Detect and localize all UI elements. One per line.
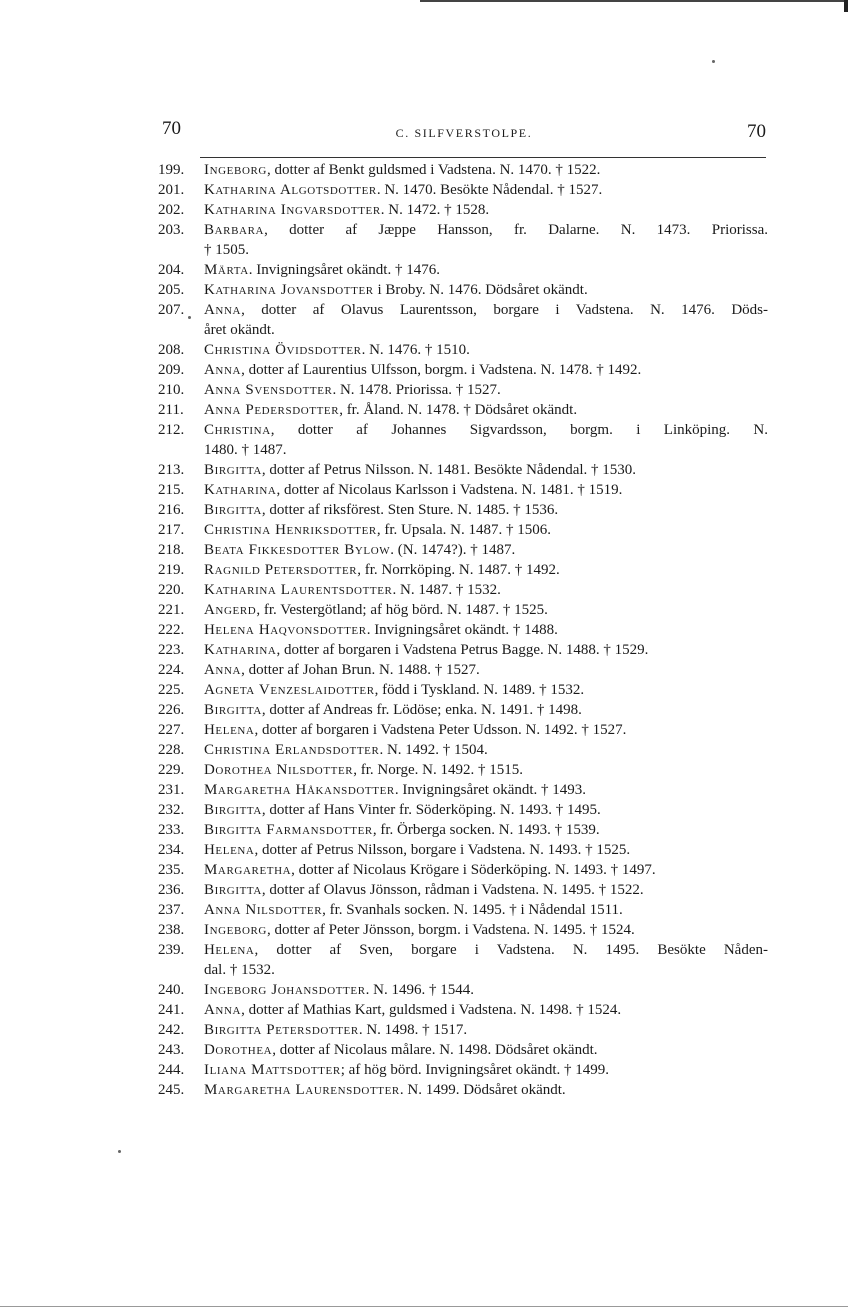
entry-number: 233.	[158, 822, 185, 838]
entry-text: , dotter af Petrus Nilsson, borgare i Vadstena. N. 1493. † 1525.	[254, 842, 631, 858]
entry-body	[204, 740, 768, 760]
entry-name: Märta	[204, 262, 249, 278]
entry-line	[204, 280, 768, 300]
entry-name: Katharina Jovansdotter	[204, 282, 374, 298]
entry-item	[158, 500, 768, 520]
entry-text: . (N. 1474?). † 1487.	[390, 542, 516, 558]
entry-body	[204, 220, 768, 260]
entry-text: , dotter af Sven, borgare i Vadstena. N. 1495. Besökte Nåden-	[254, 942, 768, 958]
entry-text: , fr. Upsala. N. 1487. † 1506.	[376, 522, 551, 538]
entry-line	[204, 660, 768, 680]
entry-item	[158, 660, 768, 680]
entry-item	[158, 720, 768, 740]
entry-item	[158, 780, 768, 800]
entry-number: 227.	[158, 722, 185, 738]
entry-text: , dotter af Jæppe Hansson, fr. Dalarne. N. 1473. Priorissa.	[264, 222, 768, 238]
entry-name: Katharina Algotsdotter	[204, 182, 377, 198]
entry-line	[204, 1080, 768, 1100]
entry-name: Birgitta	[204, 702, 262, 718]
entry-text: . N. 1472. † 1528.	[380, 202, 490, 218]
entry-name: Katharina	[204, 482, 277, 498]
entry-number: 237.	[158, 902, 185, 918]
header-rule	[200, 157, 766, 158]
entry-body	[204, 200, 768, 220]
entry-line	[204, 880, 768, 900]
entry-text: ; af hög börd. Invigningsåret okändt. † 1499.	[340, 1062, 610, 1078]
entry-body	[204, 940, 768, 980]
entry-body	[204, 680, 768, 700]
entry-name: Anna	[204, 662, 242, 678]
entry-body	[204, 1080, 768, 1100]
entry-body	[204, 640, 768, 660]
entry-item	[158, 760, 768, 780]
entry-body	[204, 1060, 768, 1080]
entry-item	[158, 620, 768, 640]
entry-list	[158, 160, 768, 1100]
entry-line	[204, 980, 768, 1000]
entry-number: 239.	[158, 942, 185, 958]
entry-text: , dotter af borgaren i Vadstena Peter Udsson. N. 1492. † 1527.	[254, 722, 627, 738]
entry-number: 216.	[158, 502, 185, 518]
entry-line	[204, 1060, 768, 1080]
paper-speck	[188, 316, 191, 319]
entry-line	[204, 540, 768, 560]
entry-item	[158, 800, 768, 820]
entry-item	[158, 1020, 768, 1040]
entry-body	[204, 460, 768, 480]
entry-body	[204, 380, 768, 400]
entry-text: , dotter af Peter Jönsson, borgm. i Vadstena. N. 1495. † 1524.	[266, 922, 635, 938]
entry-name: Christina Erlandsdotter	[204, 742, 380, 758]
entry-text: , fr. Svanhals socken. N. 1495. † i Nådendal 1511.	[322, 902, 623, 918]
running-title: C. SILFVERSTOLPE.	[395, 126, 533, 140]
entry-item	[158, 400, 768, 420]
entry-number: 211.	[158, 402, 184, 418]
entry-body	[204, 480, 768, 500]
entry-number: 236.	[158, 882, 185, 898]
entry-text: , fr. Vestergötland; af hög börd. N. 1487. † 1525.	[256, 602, 548, 618]
entry-number: 244.	[158, 1062, 185, 1078]
page-number-right: 70	[747, 121, 766, 142]
entry-line	[204, 520, 768, 540]
entry-item	[158, 860, 768, 880]
entry-number: 220.	[158, 582, 185, 598]
entry-line	[204, 160, 768, 180]
entry-line	[204, 860, 768, 880]
right-edge-mark	[844, 0, 848, 12]
entry-text: . N. 1487. † 1532.	[392, 582, 501, 598]
entry-name: Birgitta	[204, 502, 262, 518]
entry-item	[158, 1060, 768, 1080]
entry-text: 1480. † 1487.	[204, 442, 287, 458]
entry-body	[204, 760, 768, 780]
entry-text: . N. 1496. † 1544.	[365, 982, 474, 998]
entry-text: , fr. Åland. N. 1478. † Dödsåret okändt.	[339, 402, 578, 418]
entry-body	[204, 900, 768, 920]
entry-body	[204, 800, 768, 820]
entry-body	[204, 860, 768, 880]
entry-number: 229.	[158, 762, 185, 778]
entry-item	[158, 820, 768, 840]
entry-item	[158, 340, 768, 360]
entry-item	[158, 460, 768, 480]
entry-item	[158, 880, 768, 900]
entry-item	[158, 520, 768, 540]
entry-number: 241.	[158, 1002, 185, 1018]
entry-text: dal. † 1532.	[204, 962, 275, 978]
entry-text: , dotter af Johannes Sigvardsson, borgm. i Linköping. N.	[270, 422, 768, 438]
entry-number: 235.	[158, 862, 185, 878]
entry-item	[158, 380, 768, 400]
entry-text: . N. 1498. † 1517.	[358, 1022, 468, 1038]
entry-name: Margaretha	[204, 862, 292, 878]
entry-number: 242.	[158, 1022, 185, 1038]
entry-body	[204, 1040, 768, 1060]
entry-text: , dotter af Andreas fr. Lödöse; enka. N. 1491. † 1498.	[261, 702, 582, 718]
entry-item	[158, 840, 768, 860]
entry-name: Margaretha Laurensdotter	[204, 1082, 400, 1098]
entry-number: 245.	[158, 1082, 185, 1098]
entry-line	[204, 700, 768, 720]
entry-name: Angerd	[204, 602, 257, 618]
entry-item	[158, 1080, 768, 1100]
entry-number: 213.	[158, 462, 185, 478]
entry-body	[204, 260, 768, 280]
entry-line	[204, 200, 768, 220]
entry-name: Ingeborg	[204, 922, 267, 938]
entry-line	[204, 360, 768, 380]
entry-line	[204, 420, 768, 440]
entry-text: , fr. Norge. N. 1492. † 1515.	[353, 762, 523, 778]
entry-text: † 1505.	[204, 242, 249, 258]
entry-body	[204, 580, 768, 600]
entry-item	[158, 1040, 768, 1060]
entry-body	[204, 340, 768, 360]
entry-name: Iliana Mattsdotter	[204, 1062, 341, 1078]
entry-item	[158, 180, 768, 200]
entry-item	[158, 1000, 768, 1020]
entry-item	[158, 540, 768, 560]
entry-line	[204, 380, 768, 400]
entry-name: Birgitta	[204, 802, 262, 818]
entry-name: Birgitta	[204, 462, 262, 478]
entry-line	[204, 620, 768, 640]
entry-body	[204, 600, 768, 620]
entry-name: Anna Svensdotter	[204, 382, 333, 398]
entry-item	[158, 360, 768, 380]
entry-body	[204, 620, 768, 640]
entry-text: i Broby. N. 1476. Dödsåret okändt.	[373, 282, 588, 298]
entry-text: , dotter af Mathias Kart, guldsmed i Vadstena. N. 1498. † 1524.	[241, 1002, 622, 1018]
entry-body	[204, 1000, 768, 1020]
entry-number: 243.	[158, 1042, 185, 1058]
paper-speck	[712, 60, 715, 63]
entry-body	[204, 500, 768, 520]
entry-text: . N. 1478. Priorissa. † 1527.	[332, 382, 501, 398]
entry-number: 203.	[158, 222, 185, 238]
entry-line	[204, 820, 768, 840]
entry-number: 212.	[158, 422, 185, 438]
entry-name: Beata Fikkesdotter Bylow	[204, 542, 391, 558]
entry-name: Dorothea	[204, 1042, 273, 1058]
entry-number: 224.	[158, 662, 185, 678]
entry-item	[158, 940, 768, 980]
entry-item	[158, 420, 768, 460]
entry-item	[158, 740, 768, 760]
entry-body	[204, 300, 768, 340]
entry-line	[204, 680, 768, 700]
entry-text: , dotter af Hans Vinter fr. Söderköping. N. 1493. † 1495.	[261, 802, 601, 818]
entry-number: 225.	[158, 682, 185, 698]
entry-name: Helena Haqvonsdotter	[204, 622, 367, 638]
entry-body	[204, 660, 768, 680]
entry-line	[204, 920, 768, 940]
entry-item	[158, 480, 768, 500]
entry-body	[204, 980, 768, 1000]
entry-item	[158, 700, 768, 720]
entry-line	[204, 440, 768, 460]
entry-line	[204, 1000, 768, 1020]
entry-body	[204, 280, 768, 300]
entry-line	[204, 1040, 768, 1060]
entry-number: 223.	[158, 642, 185, 658]
entry-line	[204, 460, 768, 480]
entry-text: , dotter af Nicolaus målare. N. 1498. Dödsåret okändt.	[272, 1042, 598, 1058]
entry-name: Birgitta Petersdotter	[204, 1022, 359, 1038]
entry-body	[204, 700, 768, 720]
entry-line	[204, 340, 768, 360]
entry-number: 215.	[158, 482, 185, 498]
entry-name: Birgitta Farmansdotter	[204, 822, 373, 838]
entry-name: Katharina Laurentsdotter	[204, 582, 393, 598]
entry-number: 228.	[158, 742, 185, 758]
entry-line	[204, 960, 768, 980]
entry-number: 234.	[158, 842, 185, 858]
entry-name: Helena	[204, 722, 255, 738]
entry-number: 209.	[158, 362, 185, 378]
entry-name: Ragnild Petersdotter	[204, 562, 358, 578]
entry-number: 210.	[158, 382, 185, 398]
entry-line	[204, 480, 768, 500]
entry-text: , dotter af Olavus Jönsson, rådman i Vadstena. N. 1495. † 1522.	[261, 882, 644, 898]
entry-number: 202.	[158, 202, 185, 218]
entry-line	[204, 800, 768, 820]
entry-text: . N. 1492. † 1504.	[379, 742, 488, 758]
entry-name: Dorothea Nilsdotter	[204, 762, 354, 778]
entry-body	[204, 820, 768, 840]
entry-line	[204, 940, 768, 960]
entry-name: Helena	[204, 942, 255, 958]
entry-name: Christina Henriksdotter	[204, 522, 377, 538]
top-edge-line	[420, 0, 848, 2]
entry-body	[204, 1020, 768, 1040]
entry-body	[204, 360, 768, 380]
entry-text: . Invigningsåret okändt. † 1476.	[248, 262, 440, 278]
entry-text: , född i Tyskland. N. 1489. † 1532.	[374, 682, 585, 698]
entry-body	[204, 520, 768, 540]
entry-number: 240.	[158, 982, 185, 998]
entry-name: Ingeborg	[204, 162, 267, 178]
page-number-left: 70	[162, 118, 181, 139]
entry-line	[204, 560, 768, 580]
entry-text: , dotter af Benkt guldsmed i Vadstena. N. 1470. † 1522.	[266, 162, 601, 178]
paper-speck	[118, 1150, 121, 1153]
entry-text: , dotter af Laurentius Ulfsson, borgm. i Vadstena. N. 1478. † 1492.	[241, 362, 642, 378]
entry-item	[158, 280, 768, 300]
entry-text: . Invigningsåret okändt. † 1493.	[394, 782, 587, 798]
entry-text: , fr. Örberga socken. N. 1493. † 1539.	[372, 822, 600, 838]
entry-number: 232.	[158, 802, 185, 818]
entry-body	[204, 420, 768, 460]
entry-line	[204, 1020, 768, 1040]
entry-line	[204, 240, 768, 260]
entry-item	[158, 680, 768, 700]
entry-line	[204, 740, 768, 760]
entry-text: . Invigningsåret okändt. † 1488.	[366, 622, 558, 638]
entry-number: 208.	[158, 342, 185, 358]
entry-line	[204, 580, 768, 600]
entry-number: 226.	[158, 702, 185, 718]
entry-body	[204, 840, 768, 860]
entry-line	[204, 220, 768, 240]
entry-text: , dotter af Olavus Laurentsson, borgare i Vadstena. N. 1476. Döds-	[241, 302, 768, 318]
entry-text: , dotter af Petrus Nilsson. N. 1481. Besökte Nådendal. † 1530.	[261, 462, 637, 478]
entry-number: 219.	[158, 562, 185, 578]
entry-number: 231.	[158, 782, 185, 798]
entry-name: Anna	[204, 302, 242, 318]
entry-number: 201.	[158, 182, 185, 198]
entry-number: 205.	[158, 282, 185, 298]
entry-text: , dotter af Johan Brun. N. 1488. † 1527.	[241, 662, 480, 678]
entry-item	[158, 220, 768, 260]
entry-name: Katharina	[204, 642, 277, 658]
entry-body	[204, 880, 768, 900]
entry-body	[204, 720, 768, 740]
entry-number: 217.	[158, 522, 185, 538]
entry-name: Margaretha Håkansdotter	[204, 782, 395, 798]
entry-item	[158, 640, 768, 660]
entry-text: . N. 1499. Dödsåret okändt.	[399, 1082, 566, 1098]
entry-number: 222.	[158, 622, 185, 638]
entry-item	[158, 580, 768, 600]
entry-line	[204, 760, 768, 780]
page-header	[162, 118, 766, 152]
bottom-edge-line	[0, 1306, 848, 1307]
entry-text: året okändt.	[204, 322, 275, 338]
entry-number: 238.	[158, 922, 185, 938]
entry-number: 207.	[158, 302, 185, 318]
entry-item	[158, 980, 768, 1000]
entry-name: Helena	[204, 842, 255, 858]
entry-item	[158, 300, 768, 340]
entry-text: . N. 1476. † 1510.	[361, 342, 470, 358]
entry-text: , dotter af riksförest. Sten Sture. N. 1485. † 1536.	[261, 502, 559, 518]
entry-number: 204.	[158, 262, 185, 278]
entry-text: , fr. Norrköping. N. 1487. † 1492.	[357, 562, 560, 578]
entry-line	[204, 500, 768, 520]
entry-name: Anna	[204, 362, 242, 378]
entry-body	[204, 920, 768, 940]
entry-body	[204, 540, 768, 560]
entry-line	[204, 900, 768, 920]
entry-line	[204, 720, 768, 740]
entry-line	[204, 840, 768, 860]
entry-item	[158, 900, 768, 920]
entry-name: Anna Nilsdotter	[204, 902, 323, 918]
entry-name: Christina	[204, 422, 271, 438]
entry-name: Birgitta	[204, 882, 262, 898]
entry-name: Katharina Ingvarsdotter	[204, 202, 381, 218]
entry-text: , dotter af Nicolaus Krögare i Söderköping. N. 1493. † 1497.	[291, 862, 656, 878]
entry-number: 218.	[158, 542, 185, 558]
entry-number: 221.	[158, 602, 185, 618]
entry-line	[204, 600, 768, 620]
entry-name: Ingeborg Johansdotter	[204, 982, 366, 998]
entry-line	[204, 300, 768, 320]
entry-name: Agneta Venzeslaidotter	[204, 682, 375, 698]
entry-name: Christina Övidsdotter	[204, 342, 362, 358]
entry-line	[204, 320, 768, 340]
entry-text: , dotter af Nicolaus Karlsson i Vadstena. N. 1481. † 1519.	[276, 482, 623, 498]
entry-body	[204, 560, 768, 580]
entry-item	[158, 560, 768, 580]
entry-line	[204, 180, 768, 200]
entry-number: 199.	[158, 162, 185, 178]
entry-line	[204, 260, 768, 280]
entry-body	[204, 160, 768, 180]
entry-text: . N. 1470. Besökte Nådendal. † 1527.	[376, 182, 603, 198]
entry-item	[158, 160, 768, 180]
entry-item	[158, 200, 768, 220]
entry-body	[204, 400, 768, 420]
entry-line	[204, 400, 768, 420]
entry-name: Anna	[204, 1002, 242, 1018]
entry-body	[204, 780, 768, 800]
entry-line	[204, 640, 768, 660]
entry-line	[204, 780, 768, 800]
entry-body	[204, 180, 768, 200]
entry-item	[158, 600, 768, 620]
entry-item	[158, 920, 768, 940]
entry-item	[158, 260, 768, 280]
entry-text: , dotter af borgaren i Vadstena Petrus Bagge. N. 1488. † 1529.	[276, 642, 649, 658]
entry-name: Barbara	[204, 222, 265, 238]
entry-name: Anna Pedersdotter	[204, 402, 340, 418]
